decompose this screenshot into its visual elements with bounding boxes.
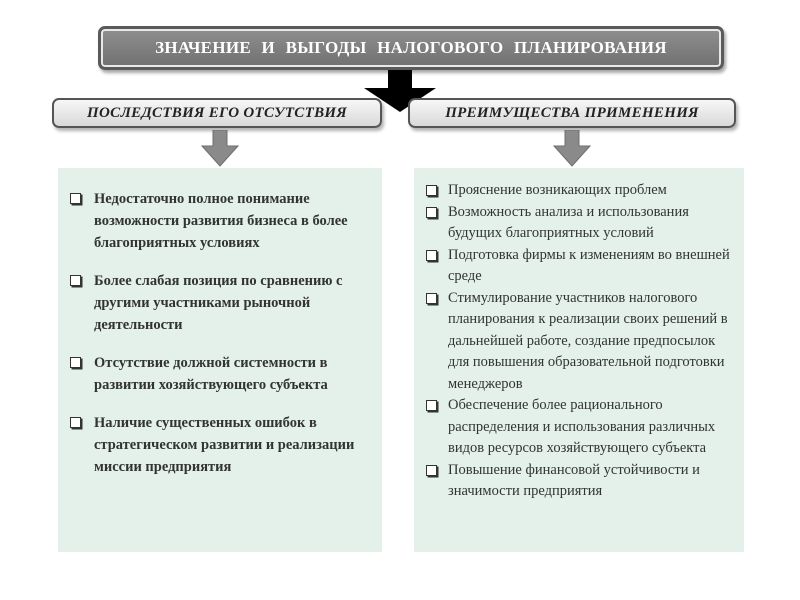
checkbox-bullet-icon [70, 357, 81, 368]
title-text: ЗНАЧЕНИЕ И ВЫГОДЫ НАЛОГОВОГО ПЛАНИРОВАНИЯ [155, 38, 667, 57]
right-header-box [408, 98, 736, 128]
list-item: Обеспечение более рационального распределения и использования различных видов ресурсов хозяйствующего субъекта [420, 395, 734, 460]
list-item: Недостаточно полное понимание возможности развития бизнеса в более благоприятных условиях [70, 188, 370, 254]
right-header-text: ПРЕИМУЩЕСТВА ПРИМЕНЕНИЯ [445, 104, 699, 121]
right-down-arrow-icon [552, 130, 592, 170]
list-item: Более слабая позиция по сравнению с другими участниками рыночной деятельности [70, 270, 370, 336]
list-item: Подготовка фирмы к изменениям во внешней среде [420, 245, 734, 288]
list-item: Прояснение возникающих проблем [420, 180, 734, 202]
right-panel [414, 168, 744, 552]
checkbox-bullet-icon [70, 417, 81, 428]
checkbox-bullet-icon [426, 293, 437, 304]
list-item: Возможность анализа и использования будущих благоприятных условий [420, 202, 734, 245]
right-list [414, 168, 744, 503]
checkbox-bullet-icon [70, 193, 81, 204]
list-item: Отсутствие должной системности в развитии хозяйствующего субъекта [70, 352, 370, 396]
left-panel [58, 168, 382, 552]
checkbox-bullet-icon [426, 400, 437, 411]
list-item: Повышение финансовой устойчивости и значимости предприятия [420, 460, 734, 503]
left-list [58, 168, 382, 478]
list-item: Наличие существенных ошибок в стратегическом развитии и реализации миссии предприятия [70, 412, 370, 478]
list-item: Стимулирование участников налогового планирования к реализации своих решений в дальнейшей работе, создание предпосылок для повышения образовательной подготовки менеджеров [420, 288, 734, 396]
checkbox-bullet-icon [426, 465, 437, 476]
title-box [98, 26, 724, 70]
left-header-box [52, 98, 382, 128]
checkbox-bullet-icon [426, 207, 437, 218]
checkbox-bullet-icon [426, 185, 437, 196]
checkbox-bullet-icon [70, 275, 81, 286]
left-header-text: ПОСЛЕДСТВИЯ ЕГО ОТСУТСТВИЯ [87, 104, 347, 121]
checkbox-bullet-icon [426, 250, 437, 261]
left-down-arrow-icon [200, 130, 240, 170]
